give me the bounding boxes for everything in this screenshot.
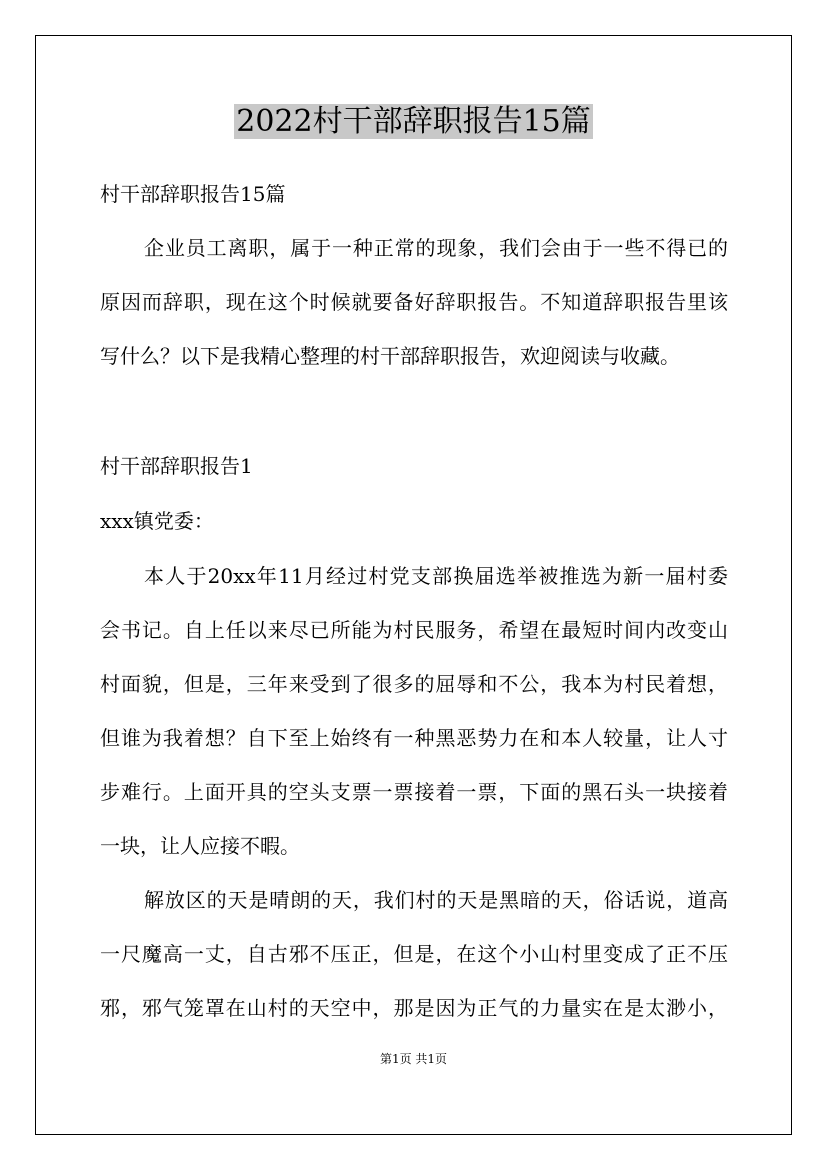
paragraph-2-line-3: 邪，邪气笼罩在山村的天空中，那是因为正气的力量实在是太渺小， <box>100 996 728 1020</box>
document-title <box>0 98 827 146</box>
paragraph-2-line-1: 解放区的天是晴朗的天，我们村的天是黑暗的天，俗话说，道高 <box>144 888 728 912</box>
document-title-text: 2022村干部辞职报告15篇 <box>236 104 591 139</box>
paragraph-1-line-6: 一块，让人应接不暇。 <box>100 834 300 858</box>
intro-line-2: 原因而辞职，现在这个时候就要备好辞职报告。不知道辞职报告里该 <box>100 290 728 314</box>
page-footer: 第1页 共1页 <box>379 1052 448 1066</box>
salutation: xxx镇党委： <box>100 509 214 533</box>
paragraph-2-line-2: 一尺魔高一丈，自古邪不压正，但是，在这个小山村里变成了正不压 <box>100 942 728 966</box>
paragraph-1-line-3: 村面貌，但是，三年来受到了很多的屈辱和不公，我本为村民着想， <box>100 672 728 696</box>
paragraph-1-line-5: 步难行。上面开具的空头支票一票接着一票，下面的黑石头一块接着 <box>100 780 728 804</box>
section-heading: 村干部辞职报告1 <box>100 454 253 478</box>
paragraph-1-line-2: 会书记。自上任以来尽已所能为村民服务，希望在最短时间内改变山 <box>100 618 728 642</box>
paragraph-1-line-1: 本人于20xx年11月经过村党支部换届选举被推选为新一届村委 <box>144 564 728 588</box>
document-subtitle: 村干部辞职报告15篇 <box>100 182 286 206</box>
intro-line-3: 写什么？以下是我精心整理的村干部辞职报告，欢迎阅读与收藏。 <box>100 344 680 368</box>
paragraph-1-line-4: 但谁为我着想？自下至上始终有一种黑恶势力在和本人较量，让人寸 <box>100 726 728 750</box>
intro-line-1: 企业员工离职，属于一种正常的现象，我们会由于一些不得已的 <box>144 236 728 260</box>
